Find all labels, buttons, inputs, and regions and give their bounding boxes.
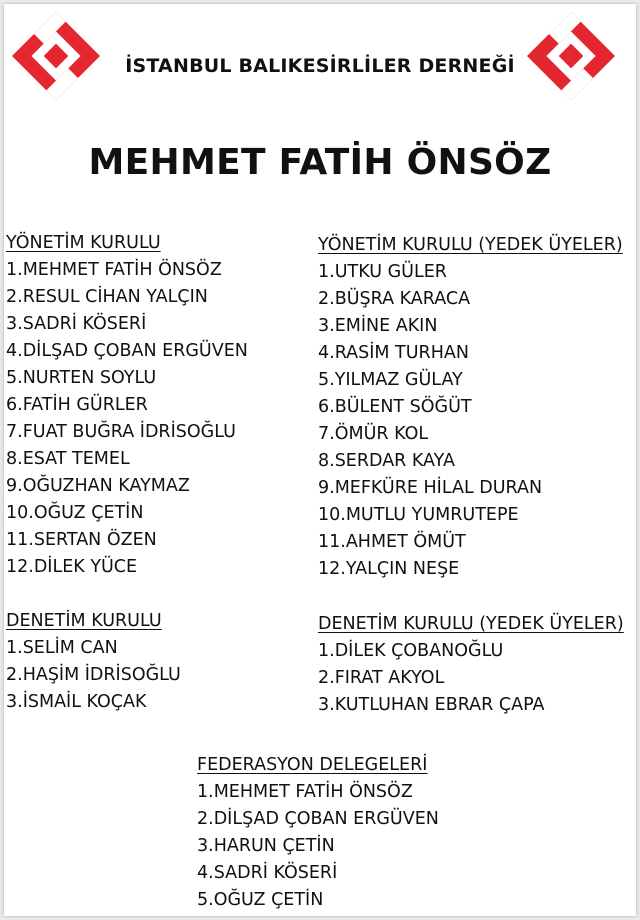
- section-federasyon-delegeleri: [197, 752, 439, 914]
- section-heading: DENETİM KURULU (YEDEK ÜYELER): [318, 614, 624, 634]
- section-heading: YÖNETİM KURULU (YEDEK ÜYELER): [318, 235, 623, 255]
- list-item: 1.UTKU GÜLER: [318, 262, 447, 282]
- member-list: [6, 635, 181, 716]
- list-item: 3.SADRİ KÖSERİ: [6, 314, 147, 334]
- list-item: 1.DİLEK ÇOBANOĞLU: [318, 641, 504, 661]
- section-yonetim-kurulu: [6, 230, 248, 581]
- member-list: [6, 257, 248, 581]
- member-list: [318, 259, 623, 583]
- section-denetim-kurulu-yedek: [318, 611, 624, 719]
- list-item: 4.SADRİ KÖSERİ: [197, 863, 338, 883]
- list-item: 2.DİLŞAD ÇOBAN ERGÜVEN: [197, 809, 439, 829]
- list-item: 2.BÜŞRA KARACA: [318, 289, 471, 309]
- list-item: 1.MEHMET FATİH ÖNSÖZ: [197, 782, 413, 802]
- page-title: MEHMET FATİH ÖNSÖZ: [88, 142, 552, 183]
- list-item: 7.FUAT BUĞRA İDRİSOĞLU: [6, 422, 236, 442]
- list-item: 1.MEHMET FATİH ÖNSÖZ: [6, 260, 222, 280]
- list-item: 6.FATİH GÜRLER: [6, 395, 148, 415]
- list-item: 12.DİLEK YÜCE: [6, 557, 138, 577]
- list-item: 12.YALÇIN NEŞE: [318, 559, 460, 579]
- list-item: 8.ESAT TEMEL: [6, 449, 130, 469]
- section-denetim-kurulu: [6, 608, 181, 716]
- list-item: 10.OĞUZ ÇETİN: [6, 503, 144, 523]
- list-item: 9.OĞUZHAN KAYMAZ: [6, 476, 190, 496]
- list-item: 3.EMİNE AKIN: [318, 316, 438, 336]
- list-item: 4.DİLŞAD ÇOBAN ERGÜVEN: [6, 341, 248, 361]
- section-heading: FEDERASYON DELEGELERİ: [197, 755, 428, 775]
- list-item: 11.AHMET ÖMÜT: [318, 532, 466, 552]
- section-heading: YÖNETİM KURULU: [6, 233, 161, 253]
- list-item: 9.MEFKÜRE HİLAL DURAN: [318, 478, 543, 498]
- organization-name: İSTANBUL BALIKESİRLİLER DERNEĞİ: [125, 55, 515, 77]
- list-item: 7.ÖMÜR KOL: [318, 424, 429, 444]
- list-item: 10.MUTLU YUMRUTEPE: [318, 505, 519, 525]
- list-item: 8.SERDAR KAYA: [318, 451, 455, 471]
- list-item: 3.HARUN ÇETİN: [197, 836, 335, 856]
- list-item: 3.İSMAİL KOÇAK: [6, 692, 147, 712]
- list-item: 2.RESUL CİHAN YALÇIN: [6, 287, 208, 307]
- list-item: 11.SERTAN ÖZEN: [6, 530, 157, 550]
- list-item: 1.SELİM CAN: [6, 638, 118, 658]
- list-item: 2.HAŞİM İDRİSOĞLU: [6, 665, 181, 685]
- section-heading: DENETİM KURULU: [6, 611, 162, 631]
- member-list: [197, 779, 439, 914]
- list-item: 2.FIRAT AKYOL: [318, 668, 445, 688]
- list-item: 3.KUTLUHAN EBRAR ÇAPA: [318, 695, 545, 715]
- member-list: [318, 638, 624, 719]
- section-yonetim-kurulu-yedek: [318, 232, 623, 583]
- list-item: 4.RASİM TURHAN: [318, 343, 469, 363]
- list-item: 6.BÜLENT SÖĞÜT: [318, 397, 472, 417]
- list-item: 5.YILMAZ GÜLAY: [318, 370, 463, 390]
- list-item: 5.OĞUZ ÇETİN: [197, 890, 324, 910]
- list-item: 5.NURTEN SOYLU: [6, 368, 157, 388]
